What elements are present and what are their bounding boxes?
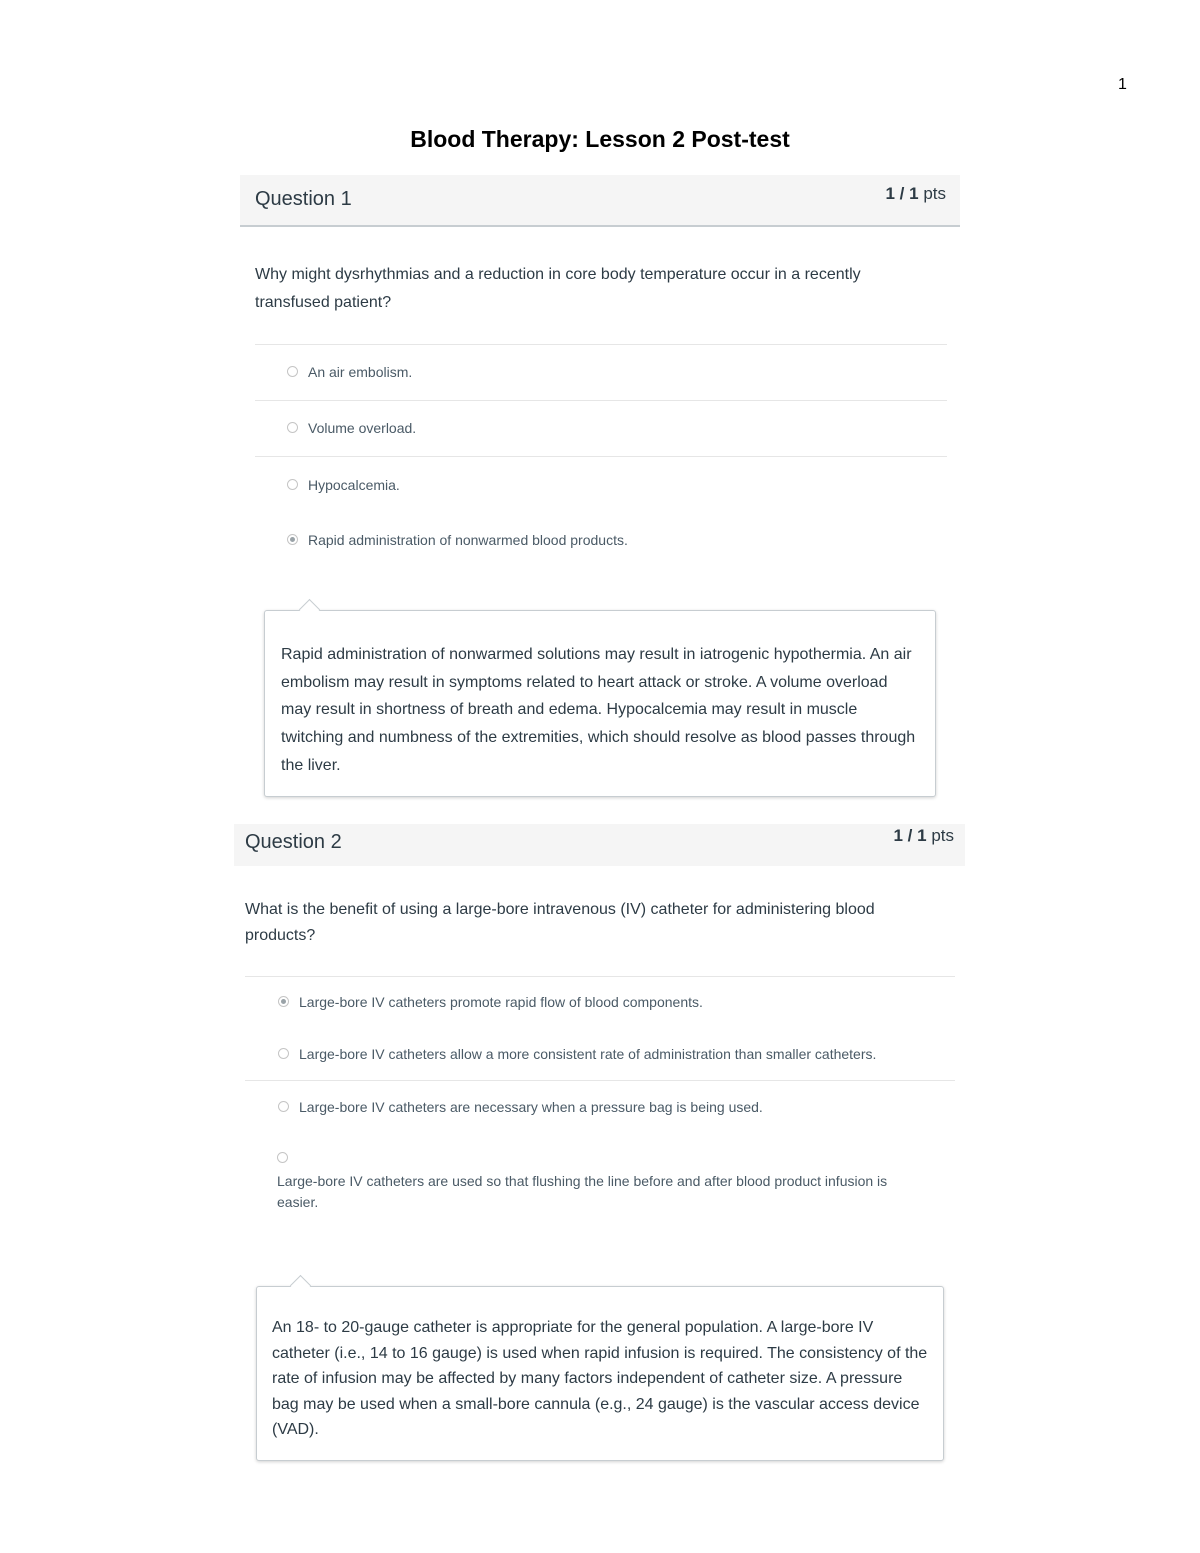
answer-label: Hypocalcemia. [308,477,400,493]
answer-option-3[interactable] [287,477,400,493]
question-header [234,824,965,866]
answer-label: Large-bore IV catheters are necessary when a pressure bag is being used. [299,1099,763,1115]
question-points [893,826,954,846]
answer-label: Rapid administration of nonwarmed blood products. [308,532,628,548]
feedback-text: Rapid administration of nonwarmed solutions may result in iatrogenic hypothermia. An air embolism may result in symptoms related to heart attack or stroke. A volume overload may result in shortness of breath and edema. Hypocalcemia may result in muscle twitching and numbness of the extremities, which should resolve as blood passes through the liver. [281,646,916,774]
points-value: 1 / 1 [885,184,919,203]
points-value: 1 / 1 [893,826,927,845]
radio-button[interactable] [287,479,298,490]
answer-label: Volume overload. [308,420,417,436]
radio-button[interactable] [287,366,298,377]
feedback-box [256,1286,944,1461]
question-points [885,184,946,204]
divider [245,1080,955,1081]
answer-option-1[interactable] [287,364,412,380]
points-unit: pts [931,826,954,845]
question-title: Question 1 [255,188,352,210]
answer-label: Large-bore IV catheters allow a more consistent rate of administration than smaller catheters. [299,1046,877,1062]
radio-button-selected[interactable] [287,534,298,545]
question-text: What is the benefit of using a large-bore intravenous (IV) catheter for administering blood products? [245,901,875,944]
points-unit: pts [923,184,946,203]
answer-option-2[interactable] [278,1046,876,1062]
divider [255,400,947,401]
divider [255,456,947,457]
question-title: Question 2 [245,831,342,853]
feedback-box [264,610,936,797]
radio-button-selected[interactable] [278,996,289,1007]
radio-button[interactable] [278,1101,289,1112]
answer-option-3[interactable] [278,1099,763,1115]
answer-label: Large-bore IV catheters are used so that flushing the line before and after blood product infusion is easier. [277,1173,888,1210]
answer-label: Large-bore IV catheters promote rapid flow of blood components. [299,994,703,1010]
answer-option-4[interactable] [287,532,628,548]
radio-button[interactable] [287,422,298,433]
answer-option-4[interactable] [277,1150,927,1213]
radio-button[interactable] [278,1048,289,1059]
answer-option-1[interactable] [278,994,703,1010]
page-number: 1 [1118,76,1127,93]
answer-option-2[interactable] [287,420,416,436]
divider [245,976,955,977]
feedback-caret [299,599,320,620]
question-text: Why might dysrhythmias and a reduction in core body temperature occur in a recently transfused patient? [255,266,861,311]
divider [255,344,947,345]
answer-label: An air embolism. [308,364,413,380]
question-header [240,175,960,227]
page-title: Blood Therapy: Lesson 2 Post-test [410,126,790,152]
radio-button[interactable] [277,1152,288,1163]
feedback-text: An 18- to 20-gauge catheter is appropriate for the general population. A large-bore IV catheter (i.e., 14 to 16 gauge) is used when rapid infusion is required. The consistency of the rate of infusion may be affected by many factors independent of catheter size. A pressure bag may be used when a small-bore cannula (e.g., 24 gauge) is the vascular access device (VAD). [272,1319,928,1439]
feedback-caret [290,1275,311,1296]
